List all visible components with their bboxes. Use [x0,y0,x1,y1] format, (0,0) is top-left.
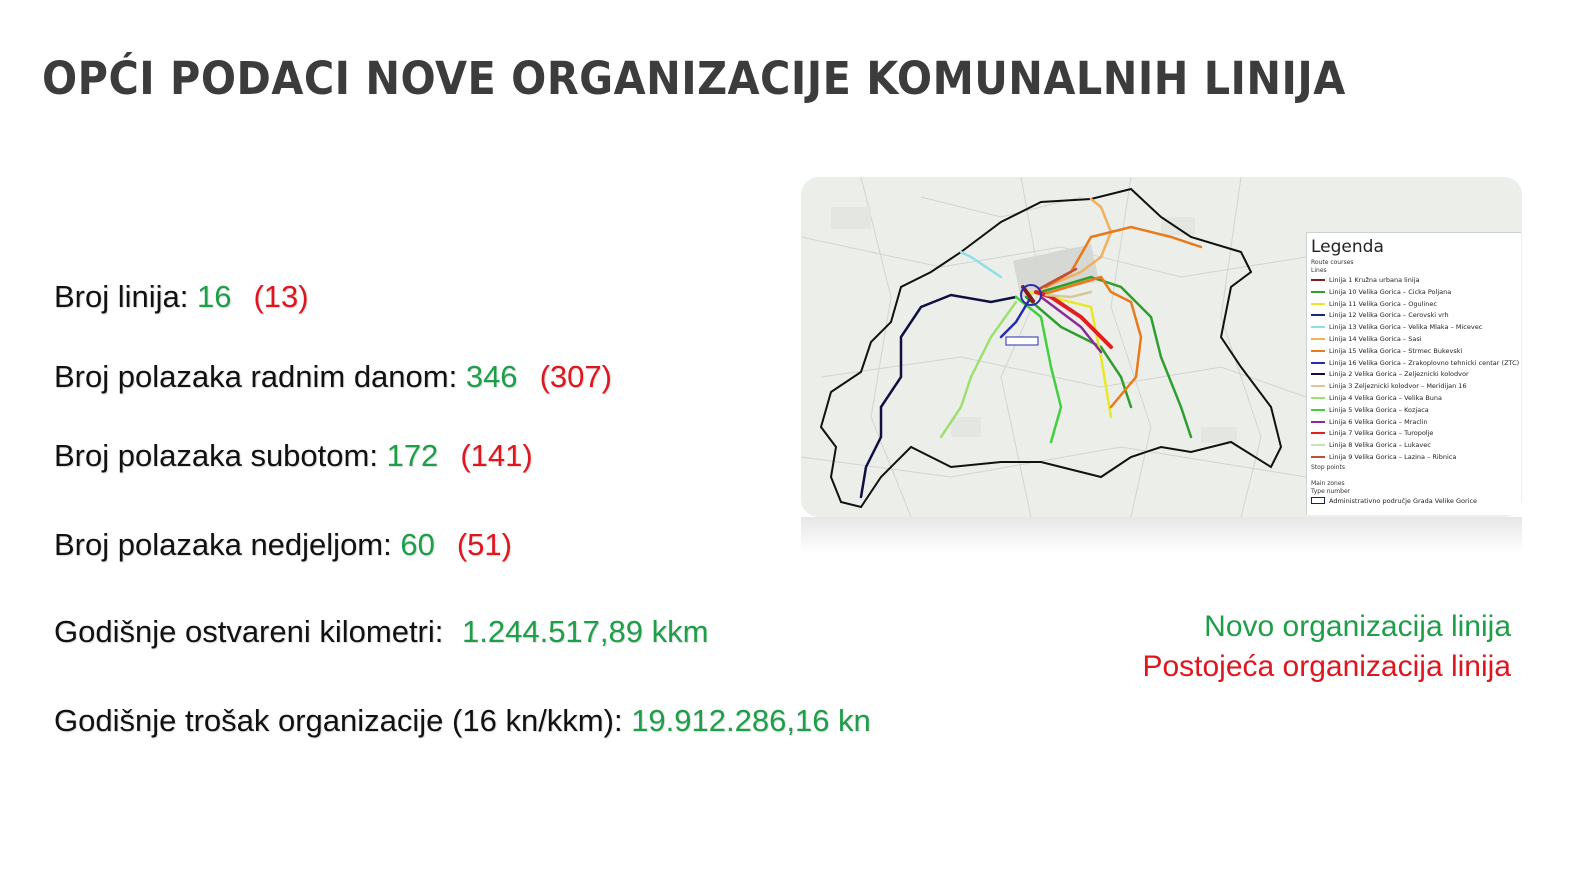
map-legend-line-item [1311,381,1521,393]
map-legend-line-item [1311,346,1521,358]
stat-new-value: 346 [465,359,518,394]
map-legend [1306,232,1521,515]
map-legend-line-item [1311,369,1521,381]
line-swatch-icon [1311,303,1325,305]
line-swatch-icon [1311,279,1325,281]
map-legend-line-label: Linija 4 Velika Gorica – Velika Buna [1329,393,1443,402]
map-legend-route-courses: Route courses [1311,259,1354,266]
map-legend-line-item [1311,299,1521,311]
map-legend-type-number: Type number [1311,487,1351,495]
map-legend-line-item [1311,358,1521,370]
stat-label: Broj linija: [54,279,197,314]
map-legend-line-label: Linija 13 Velika Gorica – Velika Mlaka – Micevec [1329,323,1483,332]
line-swatch-icon [1311,373,1325,375]
stat-label: Broj polazaka subotom: [54,438,387,473]
map-legend-line-label: Linija 2 Velika Gorica – Zeljeznicki kolodvor [1329,370,1469,379]
map-legend-line-label: Linija 1 Kružna urbana linija [1329,276,1420,284]
stat-annual-kilometers [54,614,708,650]
line-swatch-icon [1311,362,1325,364]
line-swatch-icon [1311,338,1325,340]
map-legend-zone [1311,496,1521,508]
line-swatch-icon [1311,409,1325,411]
key-new-organization: Novo organizacija linija [1204,610,1511,643]
line-swatch-icon [1311,444,1325,446]
line-swatch-icon [1311,456,1325,458]
stat-line-count [54,279,309,315]
map-legend-line-label: Linija 14 Velika Gorica – Sasi [1329,334,1422,343]
map-legend-line-item [1311,287,1521,299]
stat-new-value: 19.912.286,16 kn [631,703,871,738]
map-legend-line-label: Linija 10 Velika Gorica – Cicka Poljana [1329,287,1452,296]
key-existing-organization: Postojeća organizacija linija [1142,650,1511,683]
stat-saturday-departures [54,438,533,474]
stat-label: Broj polazaka nedjeljom: [54,527,401,562]
line-swatch-icon [1311,421,1325,423]
stat-label: Godišnje ostvareni kilometri: [54,614,452,649]
stat-old-value: (141) [460,438,533,473]
map-legend-lines [1307,275,1521,464]
page-title: OPĆI PODACI NOVE ORGANIZACIJE KOMUNALNIH LINIJA [42,52,1346,105]
map-legend-line-label: Linija 6 Velika Gorica – Mraclin [1329,417,1428,426]
map-legend-line-label: Linija 16 Velika Gorica – Zrakoplovno tehnicki centar (ZTC) [1329,358,1520,367]
line-swatch-icon [1311,432,1325,434]
map-legend-line-label: Linija 9 Velika Gorica – Lazina – Ribnica [1329,452,1457,461]
map-legend-line-label: Linija 8 Velika Gorica – Lukavec [1329,441,1431,450]
map-legend-line-item [1311,428,1521,440]
map-legend-title: Legenda [1311,237,1384,257]
map-legend-line-label: Linija 15 Velika Gorica – Strmec Bukevski [1329,346,1463,355]
line-swatch-icon [1311,397,1325,399]
map-legend-line-item [1311,393,1521,405]
map-legend-line-label: Linija 5 Velika Gorica – Kozjaca [1329,405,1429,414]
map-legend-main-zones: Main zones [1311,479,1345,487]
map-legend-line-label: Linija 11 Velika Gorica – Ogulinec [1329,299,1437,308]
map-legend-line-item [1311,310,1521,322]
stat-new-value: 172 [386,438,439,473]
stat-new-value: 60 [400,527,435,562]
line-swatch-icon [1311,350,1325,352]
map-legend-line-item [1311,452,1521,464]
stat-sunday-departures [54,527,512,563]
map-legend-line-item [1311,440,1521,452]
line-swatch-icon [1311,314,1325,316]
stat-label: Broj polazaka radnim danom: [54,359,466,394]
stat-old-value: (307) [539,359,612,394]
stat-old-value: (51) [456,527,512,562]
map-legend-stop-points: Stop points [1311,463,1345,471]
map-legend-line-item [1311,275,1521,287]
line-swatch-icon [1311,385,1325,387]
map-legend-line-label: Linija 7 Velika Gorica – Turopolje [1329,429,1434,438]
stat-new-value: 1.244.517,89 kkm [462,614,709,649]
stat-old-value: (13) [253,279,309,314]
map-legend-line-label: Linija 12 Velika Gorica – Cerovski vrh [1329,311,1449,320]
stat-annual-cost [54,703,871,739]
line-swatch-icon [1311,291,1325,293]
map-legend-line-item [1311,405,1521,417]
map-legend-lines-label: Lines [1311,267,1327,274]
map-legend-line-item [1311,334,1521,346]
zone-swatch-icon [1311,497,1325,504]
stat-label: Godišnje trošak organizacije (16 kn/kkm): [54,703,632,738]
line-swatch-icon [1311,326,1325,328]
map-legend-line-item [1311,322,1521,334]
map-legend-line-item [1311,417,1521,429]
stat-weekday-departures [54,359,612,395]
map-reflection [801,517,1522,553]
map-legend-zone-label: Administrativno područje Grada Velike Gorice [1329,496,1478,505]
stat-new-value: 16 [197,279,232,314]
map-legend-line-label: Linija 3 Zeljeznicki kolodvor – Meridijan 16 [1329,382,1467,391]
